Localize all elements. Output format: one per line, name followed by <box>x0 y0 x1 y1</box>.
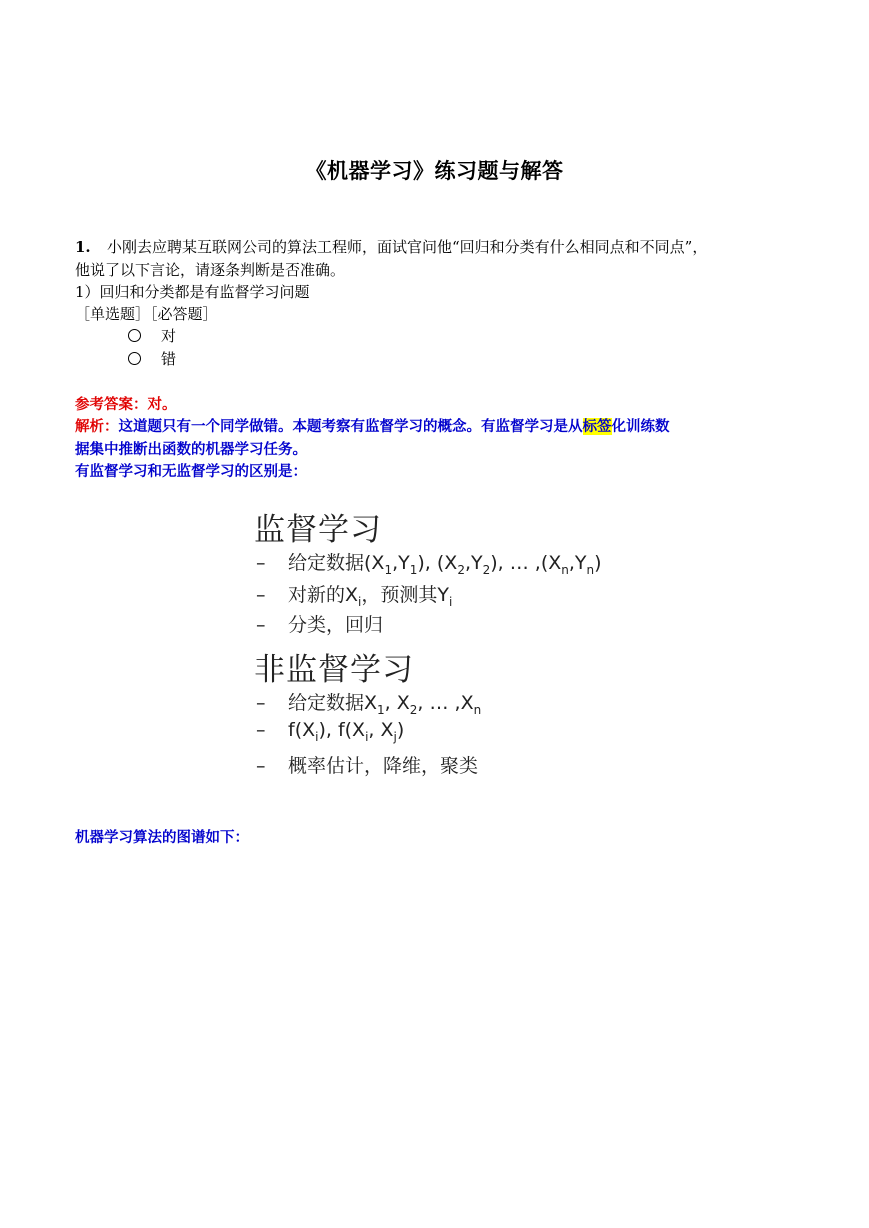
highlighted-term: 标签 <box>582 418 612 435</box>
pair-text: ,Y <box>568 552 587 574</box>
subscript: n <box>586 562 595 577</box>
unsupervised-title: 非监督学习 <box>254 652 414 688</box>
supervised-title: 监督学习 <box>254 512 382 548</box>
analysis-line-2: 据集中推断出函数的机器学习任务。 <box>75 441 307 458</box>
supervised-vs-unsupervised-figure <box>252 500 602 790</box>
given-text: , … ,X <box>417 692 474 714</box>
subscript: i <box>358 594 362 609</box>
dash: – <box>256 614 266 636</box>
subscript: 1 <box>384 562 393 577</box>
pair-text: (X <box>364 552 385 574</box>
given-prefix: 给定数据 <box>288 552 365 574</box>
subscript: 1 <box>409 562 418 577</box>
sub-question: 1）回归和分类都是有监督学习问题 <box>75 283 310 301</box>
f-text: f(X <box>288 719 316 741</box>
subscript: i <box>315 729 319 744</box>
subscript: i <box>365 729 369 744</box>
supervised-item-given <box>256 548 602 577</box>
analysis-label: 解析： <box>75 418 119 435</box>
answer-line <box>75 394 177 416</box>
unsupervised-item-tasks <box>256 751 478 778</box>
subscript: 2 <box>482 562 491 577</box>
given-text: , X <box>384 692 410 714</box>
dash: – <box>256 584 266 606</box>
document-title: 《机器学习》练习题与解答 <box>305 159 564 183</box>
f-text: , X <box>368 719 394 741</box>
question-text-2: 他说了以下言论，请逐条判断是否准确。 <box>75 261 346 279</box>
f-text: ), f(X <box>318 719 366 741</box>
dash: – <box>256 755 266 777</box>
tasks-text: 分类，回归 <box>288 614 384 636</box>
tasks-text: 概率估计，降维，聚类 <box>288 755 479 777</box>
pair-text: ,Y <box>392 552 410 574</box>
option-true[interactable] <box>128 325 176 347</box>
subscript: 1 <box>377 702 385 717</box>
dash: – <box>256 719 266 741</box>
subscript: n <box>473 702 482 717</box>
option-label: 对 <box>161 327 177 345</box>
predict-prefix: 对新的X <box>288 584 359 606</box>
subscript: 2 <box>457 562 465 577</box>
f-text: ) <box>396 719 405 741</box>
algorithm-map-caption: 机器学习算法的图谱如下： <box>75 829 249 846</box>
pair-text: ,Y <box>464 552 483 574</box>
option-false[interactable] <box>128 348 176 370</box>
subscript: j <box>393 729 397 744</box>
pair-text: ) <box>594 552 602 574</box>
analysis-line-1 <box>75 416 670 438</box>
option-label: 错 <box>161 350 177 368</box>
pair-text: ), … ,(X <box>490 552 562 574</box>
pair-text: ), (X <box>417 552 458 574</box>
question-text-1: 小刚去应聘某互联网公司的算法工程师，面试官问他“回归和分类有什么相同点和不同点”， <box>107 238 708 256</box>
supervised-item-tasks <box>256 610 383 637</box>
subscript: n <box>561 562 569 577</box>
answer-value: 对。 <box>147 396 177 413</box>
subscript: i <box>448 594 453 609</box>
analysis-line-3: 有监督学习和无监督学习的区别是： <box>75 463 307 480</box>
question-number: 1. <box>75 238 91 256</box>
question-line-1 <box>75 236 707 258</box>
radio-icon[interactable] <box>128 352 141 365</box>
given-prefix: 给定数据X <box>288 692 378 714</box>
dash: – <box>256 692 266 714</box>
analysis-text-1b: 化训练数 <box>611 418 670 435</box>
predict-mid: ，预测其Y <box>361 584 449 606</box>
unsupervised-item-f <box>256 719 404 744</box>
unsupervised-item-given <box>256 688 481 717</box>
subscript: 2 <box>409 702 418 717</box>
question-tags: ［单选题］［必答题］ <box>75 305 218 323</box>
dash: – <box>256 552 266 574</box>
analysis-text-1a: 这道题只有一个同学做错。本题考察有监督学习的概念。有监督学习是从 <box>118 418 583 435</box>
supervised-item-predict <box>256 580 452 609</box>
radio-icon[interactable] <box>128 329 141 342</box>
answer-label: 参考答案： <box>75 396 148 413</box>
